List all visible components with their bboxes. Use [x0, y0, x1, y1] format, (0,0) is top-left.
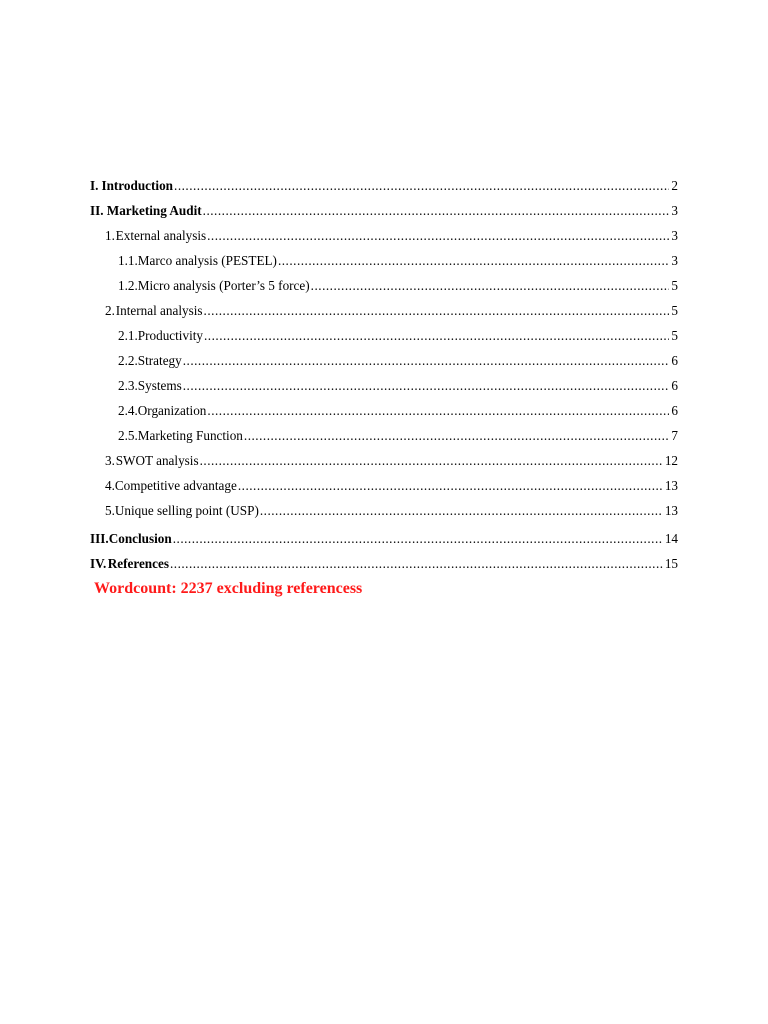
toc-entry-references[interactable] — [90, 553, 678, 575]
toc-entry-title: Strategy — [137, 353, 182, 368]
dot-leader — [204, 325, 669, 347]
toc-entry-page: 6 — [671, 403, 678, 418]
toc-entry-title: Introduction — [101, 178, 174, 193]
dot-leader — [183, 350, 670, 372]
toc-entry-introduction[interactable] — [90, 175, 678, 197]
toc-entry-title: Micro analysis (Porter’s 5 force) — [137, 278, 310, 293]
dot-leader — [278, 250, 669, 272]
toc-entry-number: 4. — [105, 478, 115, 493]
toc-entry-page: 6 — [671, 353, 678, 368]
toc-entry-organization[interactable] — [118, 400, 678, 422]
toc-entry-number: 1.2. — [118, 278, 138, 293]
toc-entry-page: 5 — [671, 278, 678, 293]
dot-leader — [260, 500, 663, 522]
toc-entry-micro-analysis[interactable] — [118, 275, 678, 297]
wordcount-note: Wordcount: 2237 excluding referencess — [94, 580, 363, 597]
toc-entry-number: 2.1. — [118, 328, 138, 343]
toc-entry-page: 3 — [671, 228, 678, 243]
toc-entry-page: 5 — [671, 328, 678, 343]
toc-entry-number: 2. — [105, 303, 115, 318]
toc-entry-number: 5. — [105, 503, 115, 518]
toc-entry-marketing-function[interactable] — [118, 425, 678, 447]
toc-entry-page: 3 — [671, 203, 678, 218]
dot-leader — [238, 475, 663, 497]
toc-entry-page: 15 — [664, 556, 678, 571]
toc-entry-title: Marco analysis (PESTEL) — [137, 253, 277, 268]
toc-entry-title: Productivity — [137, 328, 203, 343]
dot-leader — [204, 300, 670, 322]
toc-entry-number: 2.2. — [118, 353, 138, 368]
toc-entry-page: 7 — [671, 428, 678, 443]
toc-entry-number: II. — [90, 203, 104, 218]
toc-entry-marco-analysis[interactable] — [118, 250, 678, 272]
toc-entry-number: 2.4. — [118, 403, 138, 418]
toc-entry-title: Conclusion — [108, 531, 172, 546]
dot-leader — [183, 375, 670, 397]
dot-leader — [311, 275, 670, 297]
toc-entry-title: Marketing Function — [137, 428, 243, 443]
toc-entry-conclusion[interactable] — [90, 528, 678, 550]
toc-entry-title: Marketing Audit — [106, 203, 202, 218]
toc-entry-title: External analysis — [115, 228, 207, 243]
toc-entry-title: Systems — [137, 378, 182, 393]
toc-entry-title: Unique selling point (USP) — [114, 503, 259, 518]
toc-entry-number: 1.1. — [118, 253, 138, 268]
toc-entry-number: III. — [90, 531, 109, 546]
toc-entry-page: 2 — [671, 178, 678, 193]
toc-entry-page: 14 — [664, 531, 678, 546]
toc-entry-page: 12 — [664, 453, 678, 468]
toc-entry-title: SWOT analysis — [115, 453, 199, 468]
toc-entry-title: References — [107, 556, 169, 571]
toc-entry-title: Internal analysis — [115, 303, 203, 318]
dot-leader — [207, 225, 669, 247]
toc-entry-page: 13 — [664, 503, 678, 518]
toc-entry-swot-analysis[interactable] — [105, 450, 678, 472]
toc-entry-systems[interactable] — [118, 375, 678, 397]
toc-entry-external-analysis[interactable] — [105, 225, 678, 247]
toc-entry-number: 2.5. — [118, 428, 138, 443]
toc-entry-page: 5 — [671, 303, 678, 318]
dot-leader — [207, 400, 669, 422]
toc-entry-marketing-audit[interactable] — [90, 200, 678, 222]
toc-entry-internal-analysis[interactable] — [105, 300, 678, 322]
dot-leader — [173, 528, 663, 550]
toc-entry-productivity[interactable] — [118, 325, 678, 347]
toc-entry-competitive-advantage[interactable] — [105, 475, 678, 497]
dot-leader — [170, 553, 663, 575]
toc-entry-page: 13 — [664, 478, 678, 493]
toc-entry-title: Organization — [137, 403, 207, 418]
toc-entry-number: I. — [90, 178, 99, 193]
dot-leader — [200, 450, 663, 472]
toc-entry-number: IV. — [90, 556, 107, 571]
toc-entry-strategy[interactable] — [118, 350, 678, 372]
toc-entry-page: 6 — [671, 378, 678, 393]
toc-entry-page: 3 — [671, 253, 678, 268]
dot-leader — [203, 200, 670, 222]
toc-entry-number: 1. — [105, 228, 115, 243]
toc-entry-unique-selling-point[interactable] — [105, 500, 678, 522]
toc-entry-number: 2.3. — [118, 378, 138, 393]
dot-leader — [174, 175, 669, 197]
toc-entry-number: 3. — [105, 453, 115, 468]
toc-entry-title: Competitive advantage — [114, 478, 237, 493]
dot-leader — [244, 425, 670, 447]
